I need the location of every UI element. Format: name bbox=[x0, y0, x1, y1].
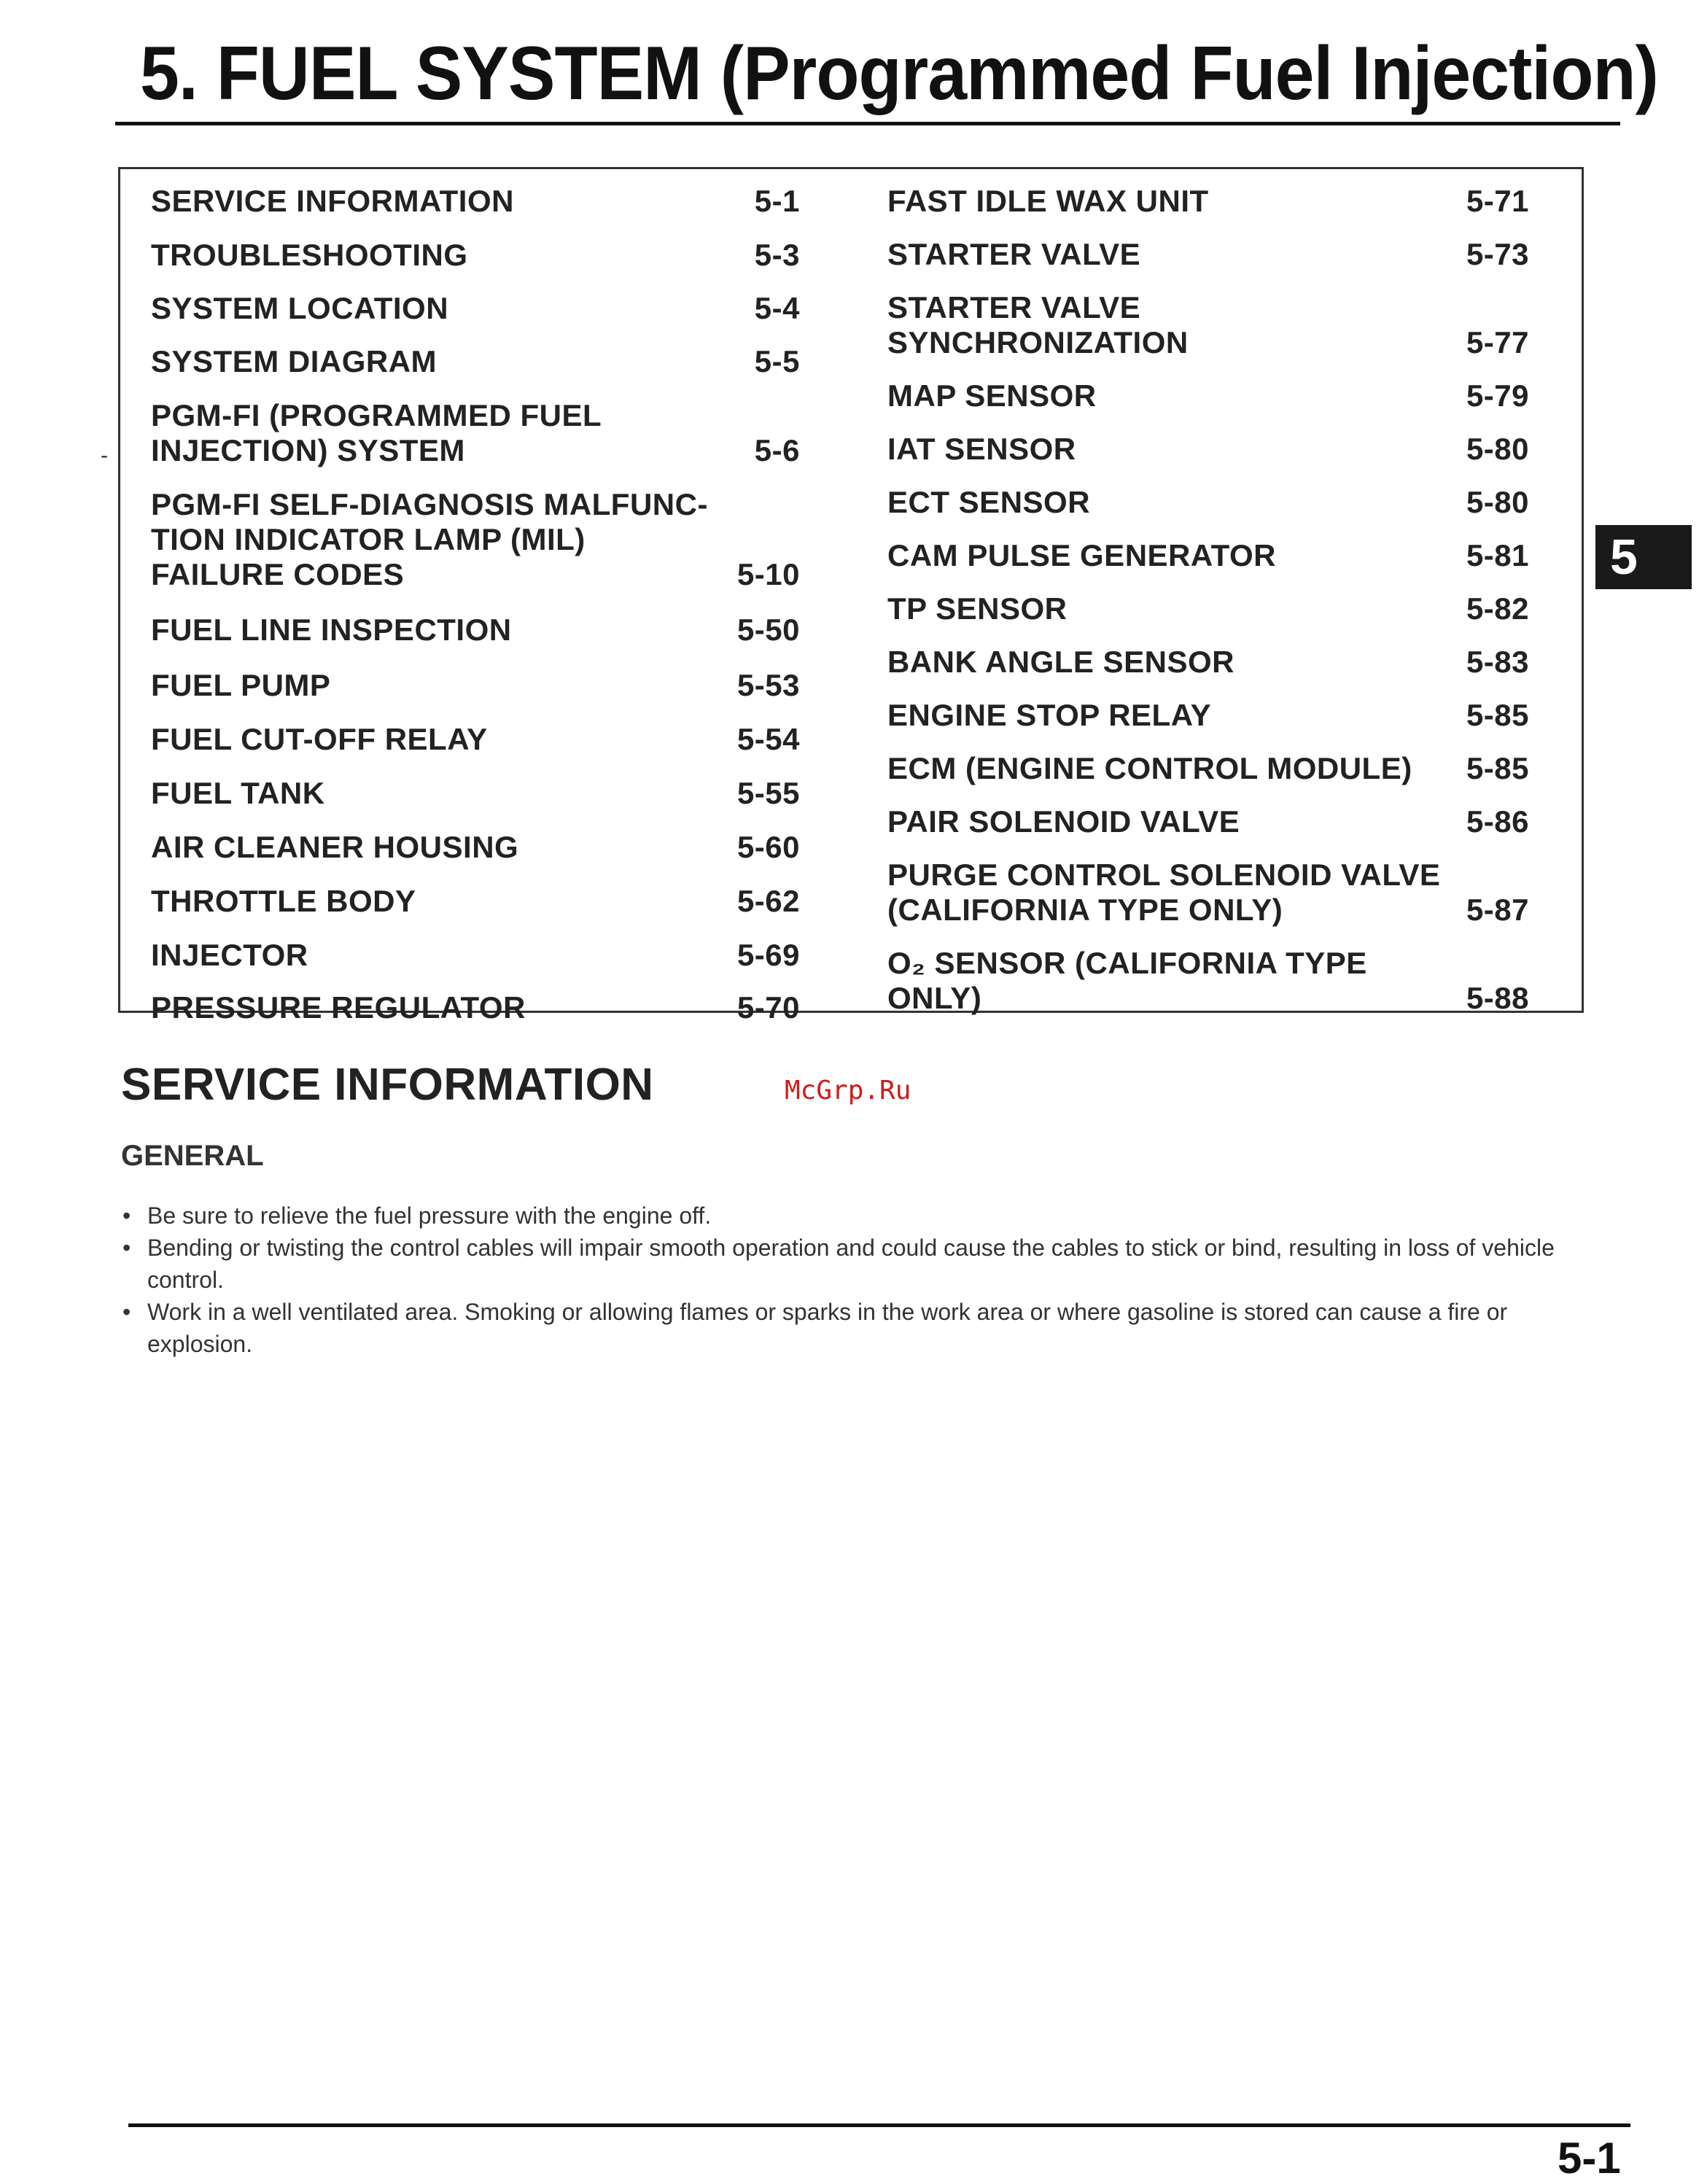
toc-entry-title: PURGE CONTROL SOLENOID VALVE (CALIFORNIA TYPE ONLY) bbox=[887, 858, 1441, 927]
toc-entry bbox=[887, 751, 1529, 786]
toc-entry-title: STARTER VALVE SYNCHRONIZATION bbox=[887, 290, 1189, 360]
toc-entry-page: 5-10 bbox=[736, 557, 800, 591]
toc-entry-page: 5-62 bbox=[736, 884, 800, 918]
toc-entry-page: 5-6 bbox=[754, 433, 800, 467]
toc-entry-page: 5-87 bbox=[1466, 893, 1529, 927]
toc-entry-page: 5-50 bbox=[736, 613, 800, 647]
toc-entry-title: IAT SENSOR bbox=[887, 432, 1076, 466]
toc-entry bbox=[151, 487, 800, 592]
page-number: 5-1 bbox=[1558, 2134, 1621, 2183]
toc-entry-page: 5-80 bbox=[1466, 432, 1529, 466]
toc-entry-page: 5-73 bbox=[1466, 237, 1529, 271]
toc-entry-page: 5-1 bbox=[754, 184, 800, 218]
toc-entry-title: AIR CLEANER HOUSING bbox=[151, 830, 519, 864]
toc-entry-title: SYSTEM DIAGRAM bbox=[151, 344, 438, 378]
toc-entry bbox=[887, 538, 1529, 573]
toc-entry-page: 5-69 bbox=[736, 938, 800, 972]
toc-entry bbox=[887, 858, 1529, 928]
toc-entry bbox=[887, 432, 1529, 467]
toc-entry bbox=[151, 830, 800, 865]
page-title: 5. FUEL SYSTEM (Programmed Fuel Injection) bbox=[140, 31, 1658, 116]
toc-entry-page: 5-80 bbox=[1466, 485, 1529, 519]
toc-entry-title: SYSTEM LOCATION bbox=[151, 291, 449, 325]
section-tab: 5 bbox=[1595, 525, 1692, 589]
note-text: Bending or twisting the control cables will impair smooth operation and could cause the cables to stick or bind, resulting in loss of vehicle control. bbox=[147, 1235, 1555, 1293]
toc-entry bbox=[887, 645, 1529, 680]
toc-entry-title: ECM (ENGINE CONTROL MODULE) bbox=[887, 751, 1412, 785]
toc-entry bbox=[151, 613, 800, 648]
toc-entry-page: 5-70 bbox=[736, 990, 800, 1025]
toc-entry-page: 5-82 bbox=[1466, 591, 1529, 626]
toc-entry-page: 5-88 bbox=[1466, 981, 1529, 1015]
toc-entry bbox=[151, 291, 800, 326]
note-text: Work in a well ventilated area. Smoking or allowing flames or sparks in the work area or where gasoline is stored can cause a fire or explosion. bbox=[147, 1299, 1508, 1357]
toc-entry-page: 5-85 bbox=[1466, 698, 1529, 732]
table-of-contents bbox=[118, 167, 1584, 1025]
toc-entry bbox=[151, 344, 800, 379]
toc-entry-title: FUEL LINE INSPECTION bbox=[151, 613, 512, 647]
toc-entry-title: MAP SENSOR bbox=[887, 378, 1097, 413]
margin-mark: - bbox=[101, 443, 108, 467]
bullet-icon: • bbox=[123, 1299, 131, 1325]
toc-entry bbox=[887, 698, 1529, 733]
toc-entry-page: 5-81 bbox=[1466, 538, 1529, 572]
toc-entry-title: BANK ANGLE SENSOR bbox=[887, 645, 1234, 679]
toc-entry-title: PGM-FI SELF-DIAGNOSIS MALFUNC- TION INDICATOR LAMP (MIL) FAILURE CODES bbox=[151, 487, 708, 591]
toc-entry bbox=[151, 184, 800, 219]
watermark: McGrp.Ru bbox=[785, 1076, 911, 1105]
toc-entry-page: 5-77 bbox=[1466, 325, 1529, 360]
general-notes-list bbox=[121, 1200, 1594, 1360]
toc-entry bbox=[887, 485, 1529, 520]
toc-entry bbox=[887, 184, 1529, 219]
toc-entry-page: 5-3 bbox=[754, 238, 800, 272]
toc-entry-title: TROUBLESHOOTING bbox=[151, 238, 468, 272]
toc-entry-title: THROTTLE BODY bbox=[151, 884, 416, 918]
toc-entry-title: TP SENSOR bbox=[887, 591, 1068, 626]
toc-entry-title: PGM-FI (PROGRAMMED FUEL INJECTION) SYSTEM bbox=[151, 398, 602, 467]
toc-entry-title: ENGINE STOP RELAY bbox=[887, 698, 1212, 732]
toc-entry bbox=[887, 804, 1529, 839]
service-information-heading: SERVICE INFORMATION bbox=[121, 1060, 654, 1110]
toc-entry-title: SERVICE INFORMATION bbox=[151, 184, 514, 218]
toc-right-column bbox=[887, 184, 1529, 1016]
toc-entry-page: 5-54 bbox=[736, 722, 800, 756]
toc-entry-title: PAIR SOLENOID VALVE bbox=[887, 804, 1240, 839]
toc-entry bbox=[887, 946, 1529, 1016]
title-underline bbox=[115, 122, 1620, 125]
note-item bbox=[121, 1296, 1594, 1360]
general-heading: GENERAL bbox=[121, 1140, 264, 1172]
toc-entry-page: 5-85 bbox=[1466, 751, 1529, 785]
toc-entry-title: ECT SENSOR bbox=[887, 485, 1091, 519]
toc-entry bbox=[151, 238, 800, 273]
toc-entry-title: FUEL TANK bbox=[151, 776, 325, 810]
toc-entry bbox=[887, 378, 1529, 413]
note-item bbox=[121, 1200, 1594, 1232]
toc-entry-page: 5-71 bbox=[1466, 184, 1529, 218]
toc-entry bbox=[151, 938, 800, 973]
note-item bbox=[121, 1232, 1594, 1296]
toc-entry-title: STARTER VALVE bbox=[887, 237, 1141, 271]
toc-entry-title: FAST IDLE WAX UNIT bbox=[887, 184, 1209, 218]
note-text: Be sure to relieve the fuel pressure with the engine off. bbox=[147, 1202, 712, 1229]
toc-entry-title: O₂ SENSOR (CALIFORNIA TYPE ONLY) bbox=[887, 946, 1367, 1015]
toc-entry-page: 5-55 bbox=[736, 776, 800, 810]
toc-entry-title: INJECTOR bbox=[151, 938, 308, 972]
footer-rule bbox=[128, 2123, 1630, 2127]
toc-entry-title: FUEL PUMP bbox=[151, 668, 331, 702]
bullet-icon: • bbox=[123, 1202, 131, 1229]
toc-entry-page: 5-60 bbox=[736, 830, 800, 864]
toc-entry bbox=[887, 591, 1529, 626]
bullet-icon: • bbox=[123, 1235, 131, 1261]
toc-entry bbox=[151, 722, 800, 757]
toc-entry bbox=[151, 990, 800, 1025]
toc-entry bbox=[151, 668, 800, 703]
toc-entry-title: PRESSURE REGULATOR bbox=[151, 990, 526, 1025]
toc-entry-title: CAM PULSE GENERATOR bbox=[887, 538, 1276, 572]
toc-entry-page: 5-83 bbox=[1466, 645, 1529, 679]
toc-entry-page: 5-53 bbox=[736, 668, 800, 702]
toc-entry bbox=[887, 237, 1529, 272]
toc-entry-title: FUEL CUT-OFF RELAY bbox=[151, 722, 488, 756]
toc-entry bbox=[151, 776, 800, 811]
toc-entry-page: 5-5 bbox=[754, 344, 800, 378]
toc-entry-page: 5-79 bbox=[1466, 378, 1529, 413]
toc-entry bbox=[151, 884, 800, 919]
toc-entry-page: 5-86 bbox=[1466, 804, 1529, 839]
toc-left-column bbox=[151, 184, 800, 1025]
toc-entry-page: 5-4 bbox=[754, 291, 800, 325]
toc-entry bbox=[151, 398, 800, 468]
toc-entry bbox=[887, 290, 1529, 360]
